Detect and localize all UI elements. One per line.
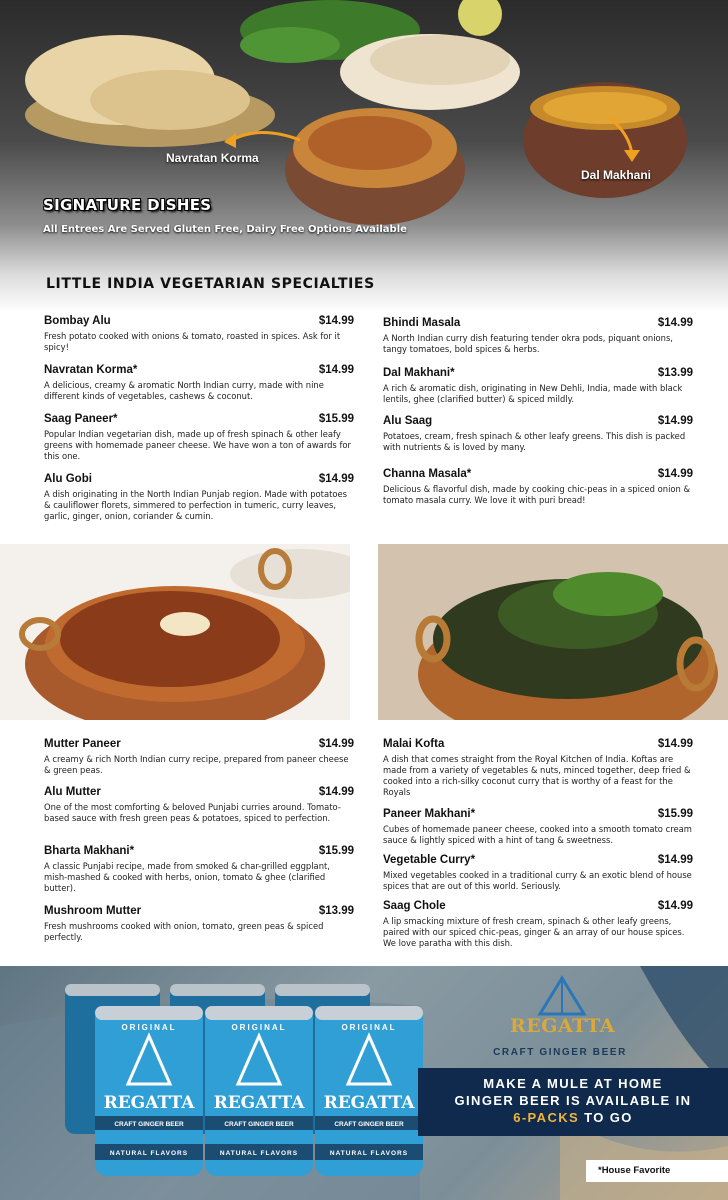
house-favorite-note: *House Favorite <box>586 1160 728 1182</box>
section-title: LITTLE INDIA VEGETARIAN SPECIALTIES <box>46 276 375 292</box>
signature-dishes-title: SIGNATURE DISHES <box>43 196 212 214</box>
menu-item <box>44 738 354 776</box>
can-flavor-text: NATURAL FLAVORS <box>219 1150 299 1157</box>
promo-line-1: MAKE A MULE AT HOME <box>483 1076 663 1091</box>
menu-item <box>44 845 354 894</box>
can-top-text: ORIGINAL <box>231 1023 287 1032</box>
promo-line-3 <box>418 1109 728 1126</box>
menu-item <box>383 468 693 506</box>
hero-banner <box>0 0 728 312</box>
item-name: Channa Masala* <box>383 468 472 480</box>
item-name: Malai Kofta <box>383 738 445 750</box>
item-name: Bharta Makhani* <box>44 845 135 857</box>
item-description: Potatoes, cream, fresh spinach & other leafy greens. This dish is packed with nutrients & is loved by many. <box>383 431 686 452</box>
item-name: Alu Gobi <box>44 473 92 485</box>
item-name: Bombay Alu <box>44 315 111 327</box>
can-top-text: ORIGINAL <box>341 1023 397 1032</box>
item-name: Navratan Korma* <box>44 364 138 376</box>
item-description: One of the most comforting & beloved Punjabi curries around. Tomato-based sauce with fresh green peas & potatoes, spiced to perfection. <box>44 802 341 823</box>
item-description: A lip smacking mixture of fresh cream, spinach & other leafy greens, paired with our spiced chic-peas, ginger & an array of our house spices. We love paratha with this dish. <box>383 916 685 948</box>
menu-item <box>44 315 354 353</box>
navratan-korma-label: Navratan Korma <box>166 151 259 165</box>
promo-line-3-rest: TO GO <box>579 1110 633 1125</box>
item-price: $14.99 <box>657 468 693 480</box>
item-price: $14.99 <box>657 854 693 866</box>
item-description: A creamy & rich North Indian curry recipe, prepared from paneer cheese & green peas. <box>44 754 349 775</box>
saag-photo <box>378 544 728 720</box>
item-name: Vegetable Curry* <box>383 854 476 866</box>
dal-makhani-photo <box>0 544 350 720</box>
can-brand-text: REGATTA <box>103 1093 195 1113</box>
item-price: $14.99 <box>657 415 693 427</box>
item-description: A delicious, creamy & aromatic North Indian curry, made with nine different kinds of vegetables, cashews & coconut. <box>44 380 324 401</box>
item-price: $14.99 <box>318 786 354 798</box>
item-price: $13.99 <box>657 367 693 379</box>
item-name: Mushroom Mutter <box>44 905 142 917</box>
menu-item <box>383 415 693 453</box>
menu-item <box>44 413 354 462</box>
item-price: $15.99 <box>318 413 354 425</box>
item-description: Delicious & flavorful dish, made by cooking chic-peas in a spiced onion & tomato masala curry. We love it with puri bread! <box>383 484 691 505</box>
item-description: A dish that comes straight from the Royal Kitchen of India. Koftas are made from a variety of vegetables & nuts, minced together, deep fried & cooked into a rich-silky coconut curry that is worthy of a feast for the Royals <box>383 754 691 797</box>
item-name: Bhindi Masala <box>383 317 461 329</box>
menu-item <box>44 364 354 402</box>
hero-food-photo <box>0 0 728 312</box>
item-price: $14.99 <box>318 364 354 376</box>
item-price: $13.99 <box>318 905 354 917</box>
regatta-brand: REGATTA <box>509 1015 615 1037</box>
menu-item <box>383 808 693 846</box>
item-price: $14.99 <box>318 315 354 327</box>
item-price: $14.99 <box>657 900 693 912</box>
item-name: Saag Chole <box>383 900 446 912</box>
menu-item <box>383 738 693 798</box>
can-flavor-text: NATURAL FLAVORS <box>329 1150 409 1157</box>
dal-makhani-label: Dal Makhani <box>581 168 652 182</box>
item-description: Mixed vegetables cooked in a traditional curry & an exotic blend of house spices that are out of this world. Seriously. <box>383 870 692 891</box>
menu-item <box>383 367 693 405</box>
item-price: $14.99 <box>657 738 693 750</box>
signature-dishes-subtitle: All Entrees Are Served Gluten Free, Dairy Free Options Available <box>43 224 407 235</box>
can-flavor-text: NATURAL FLAVORS <box>109 1150 189 1157</box>
item-price: $15.99 <box>318 845 354 857</box>
menu-item <box>44 905 354 943</box>
item-price: $14.99 <box>318 738 354 750</box>
can-sub-text: CRAFT GINGER BEER <box>224 1121 294 1128</box>
item-description: A classic Punjabi recipe, made from smoked & char-grilled eggplant, mish-mashed & cooked with herbs, onion, tomato & ghee (clarified butter). <box>44 861 330 893</box>
promo-line-2: GINGER BEER IS AVAILABLE IN <box>454 1093 692 1108</box>
item-description: A dish originating in the North Indian Punjab region. Made with potatoes & cauliflower florets, simmered to perfection in tumeric, curry leaves, garlic, ginger, onion, coriander & cumin. <box>44 489 348 521</box>
menu-item <box>44 786 354 824</box>
regatta-brand-sub: CRAFT GINGER BEER <box>493 1047 627 1058</box>
menu-item <box>383 854 693 892</box>
menu-item <box>44 473 354 522</box>
item-name: Alu Saag <box>383 415 433 427</box>
can-sub-text: CRAFT GINGER BEER <box>334 1121 404 1128</box>
item-description: A rich & aromatic dish, originating in New Dehli, India, made with black lentils, ghee (clarified butter) & spiced mildly. <box>383 383 683 404</box>
can-brand-text: REGATTA <box>323 1093 415 1113</box>
item-price: $14.99 <box>318 473 354 485</box>
can-brand-text: REGATTA <box>213 1093 305 1113</box>
can-top-text: ORIGINAL <box>121 1023 177 1032</box>
item-name: Saag Paneer* <box>44 413 118 425</box>
item-name: Dal Makhani* <box>383 367 455 379</box>
item-description: Cubes of homemade paneer cheese, cooked into a smooth tomato cream sauce & lightly spiced with a hint of tang & sweetness. <box>383 824 692 845</box>
menu-item <box>383 317 693 355</box>
menu-item <box>383 900 693 949</box>
six-packs-highlight: 6-PACKS <box>513 1110 580 1125</box>
can-sub-text: CRAFT GINGER BEER <box>114 1121 184 1128</box>
item-description: Popular Indian vegetarian dish, made up of fresh spinach & other leafy greens with homemade paneer cheese. We have won a ton of awards for this one. <box>44 429 351 461</box>
item-name: Mutter Paneer <box>44 738 121 750</box>
item-name: Alu Mutter <box>44 786 101 798</box>
mule-promo-box <box>418 1068 728 1136</box>
item-description: Fresh potato cooked with onions & tomato, roasted in spices. Ask for it spicy! <box>44 331 341 352</box>
item-price: $14.99 <box>657 317 693 329</box>
item-price: $15.99 <box>657 808 693 820</box>
item-name: Paneer Makhani* <box>383 808 476 820</box>
item-description: Fresh mushrooms cooked with onion, tomato, green peas & spiced perfectly. <box>44 921 324 942</box>
item-description: A North Indian curry dish featuring tender okra pods, piquant onions, tangy tomatoes, bold spices & herbs. <box>383 333 673 354</box>
